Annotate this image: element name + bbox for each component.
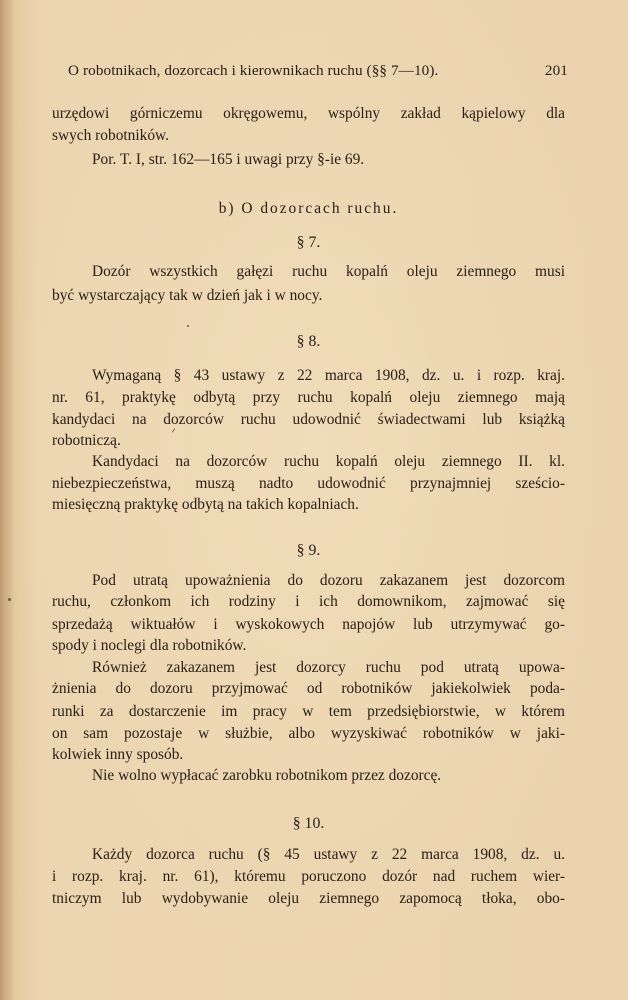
text-line: Por. T. I, str. 162—165 i uwagi przy §-ie 69. <box>92 151 365 168</box>
text-line: ruchu, członkom ich rodziny i ich domownikom, zajmować się <box>52 593 565 610</box>
text-line: nr. 61, praktykę odbytą przy ruchu kopalń oleju ziemnego mają <box>52 389 565 406</box>
text-line: swych robotników. <box>52 127 169 144</box>
page-number: 201 <box>544 62 568 79</box>
text-line: niebezpieczeństwa, muszą nadto udowodnić przynajmniej sześcio- <box>52 475 565 492</box>
text-line: miesięczną praktykę odbytą na takich kopalniach. <box>52 496 359 513</box>
section-heading: b) O dozorcach ruchu. <box>218 200 399 217</box>
paper-speck <box>187 325 189 327</box>
text-line: Wymaganą § 43 ustawy z 22 marca 1908, dz. u. i rozp. kraj. <box>92 367 565 384</box>
text-line: on sam pozostaje w służbie, albo wyzyskiwać robotników w jaki- <box>52 725 565 742</box>
text-line: kolwiek inny sposób. <box>52 746 184 763</box>
text-line: Nie wolno wypłacać zarobku robotnikom przez dozorcę. <box>92 767 442 784</box>
text-line: runki za dostarczenie im pracy w tem przedsiębiorstwie, w którem <box>52 703 565 720</box>
running-title: O robotnikach, dozorcach i kierownikach ruchu (§§ 7—10). <box>68 62 439 79</box>
text-line: Każdy dozorca ruchu (§ 45 ustawy z 22 marca 1908, dz. u. <box>92 846 565 863</box>
paragraph-number: § 8. <box>296 333 321 350</box>
text-line: sprzedażą wiktuałów i wyskokowych napojów lub utrzymywać go- <box>52 616 565 633</box>
text-line: spody i noclegi dla robotników. <box>52 637 247 654</box>
text-line: urzędowi górniczemu okręgowemu, wspólny zakład kąpielowy dla <box>52 105 565 122</box>
text-line: tniczym lub wydobywanie oleju ziemnego zapomocą tłoka, obo- <box>52 890 565 907</box>
text-line: robotniczą. <box>52 432 121 449</box>
text-line: Pod utratą upoważnienia do dozoru zakazanem jest dozorcom <box>92 572 565 589</box>
text-line: Dozór wszystkich gałęzi ruchu kopalń oleju ziemnego musi <box>92 263 565 280</box>
text-line: żnienia do dozoru przyjmować od robotników jakiekolwiek poda- <box>52 680 565 697</box>
paragraph-number: § 9. <box>296 542 321 559</box>
text-line: być wystarczający tak w dzień jak i w nocy. <box>52 287 323 304</box>
running-header <box>68 62 568 80</box>
page-binding-edge <box>0 0 14 1000</box>
text-line: Kandydaci na dozorców ruchu kopalń oleju ziemnego II. kl. <box>92 453 565 470</box>
paper-speck <box>8 598 11 601</box>
text-line: Również zakazanem jest dozorcy ruchu pod utratą upowa- <box>92 659 565 676</box>
text-line: kandydaci na dozorców ruchu udowodnić świadectwami lub książką <box>52 411 565 428</box>
paragraph-number: § 10. <box>292 815 325 832</box>
paragraph-number: § 7. <box>296 234 321 251</box>
text-line: i rozp. kraj. nr. 61), któremu poruczono dozór nad ruchem wier- <box>52 868 565 885</box>
